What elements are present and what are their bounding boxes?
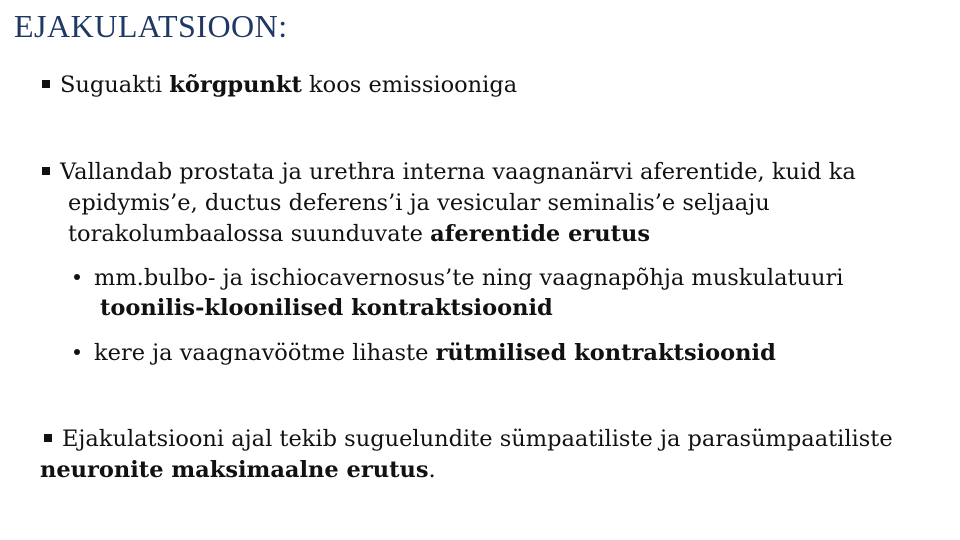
bullet-1-bold: kõrgpunkt	[169, 72, 302, 98]
bullet-2	[42, 157, 912, 250]
square-bullet-icon	[42, 167, 50, 175]
bullet-3-text-a: Ejakulatsiooni ajal tekib suguelundite sümpaatiliste ja parasümpaatiliste	[62, 426, 893, 452]
sub-bullet-2-bold: rütmilised kontraktsioonid	[435, 340, 776, 366]
square-bullet-icon	[42, 80, 50, 88]
sub-bullet-1-text-a: mm.bulbo- ja ischiocavernosus’te ning vaagnapõhja muskulatuuri	[94, 265, 844, 291]
sub-bullet-2-text-a: kere ja vaagnavöötme lihaste	[94, 340, 436, 366]
square-bullet-icon	[44, 434, 52, 442]
bullet-3-bold: neuronite maksimaalne erutus	[40, 457, 429, 483]
sub-bullet-2	[74, 338, 914, 368]
bullet-1-text-a: Suguakti	[60, 72, 170, 98]
sub-bullet-1	[74, 263, 894, 323]
round-bullet-icon	[74, 274, 80, 280]
bullet-2-text-a: Vallandab prostata ja urethra interna vaagnanärvi aferentide, kuid ka epidymis’e, ductus deferens’i ja vesicular seminalis’e seljaaju torakolumbaalossa suunduvate	[60, 159, 856, 247]
bullet-1	[42, 70, 922, 101]
round-bullet-icon	[74, 349, 80, 355]
bullet-3	[40, 424, 920, 486]
sub-bullet-1-bold: toonilis-kloonilised kontraktsioonid	[100, 295, 553, 321]
bullet-2-bold: aferentide erutus	[430, 221, 651, 247]
slide-title: EJAKULATSIOON:	[14, 8, 288, 44]
bullet-1-text-b: koos emissiooniga	[301, 72, 518, 98]
bullet-3-text-b: .	[428, 457, 436, 483]
